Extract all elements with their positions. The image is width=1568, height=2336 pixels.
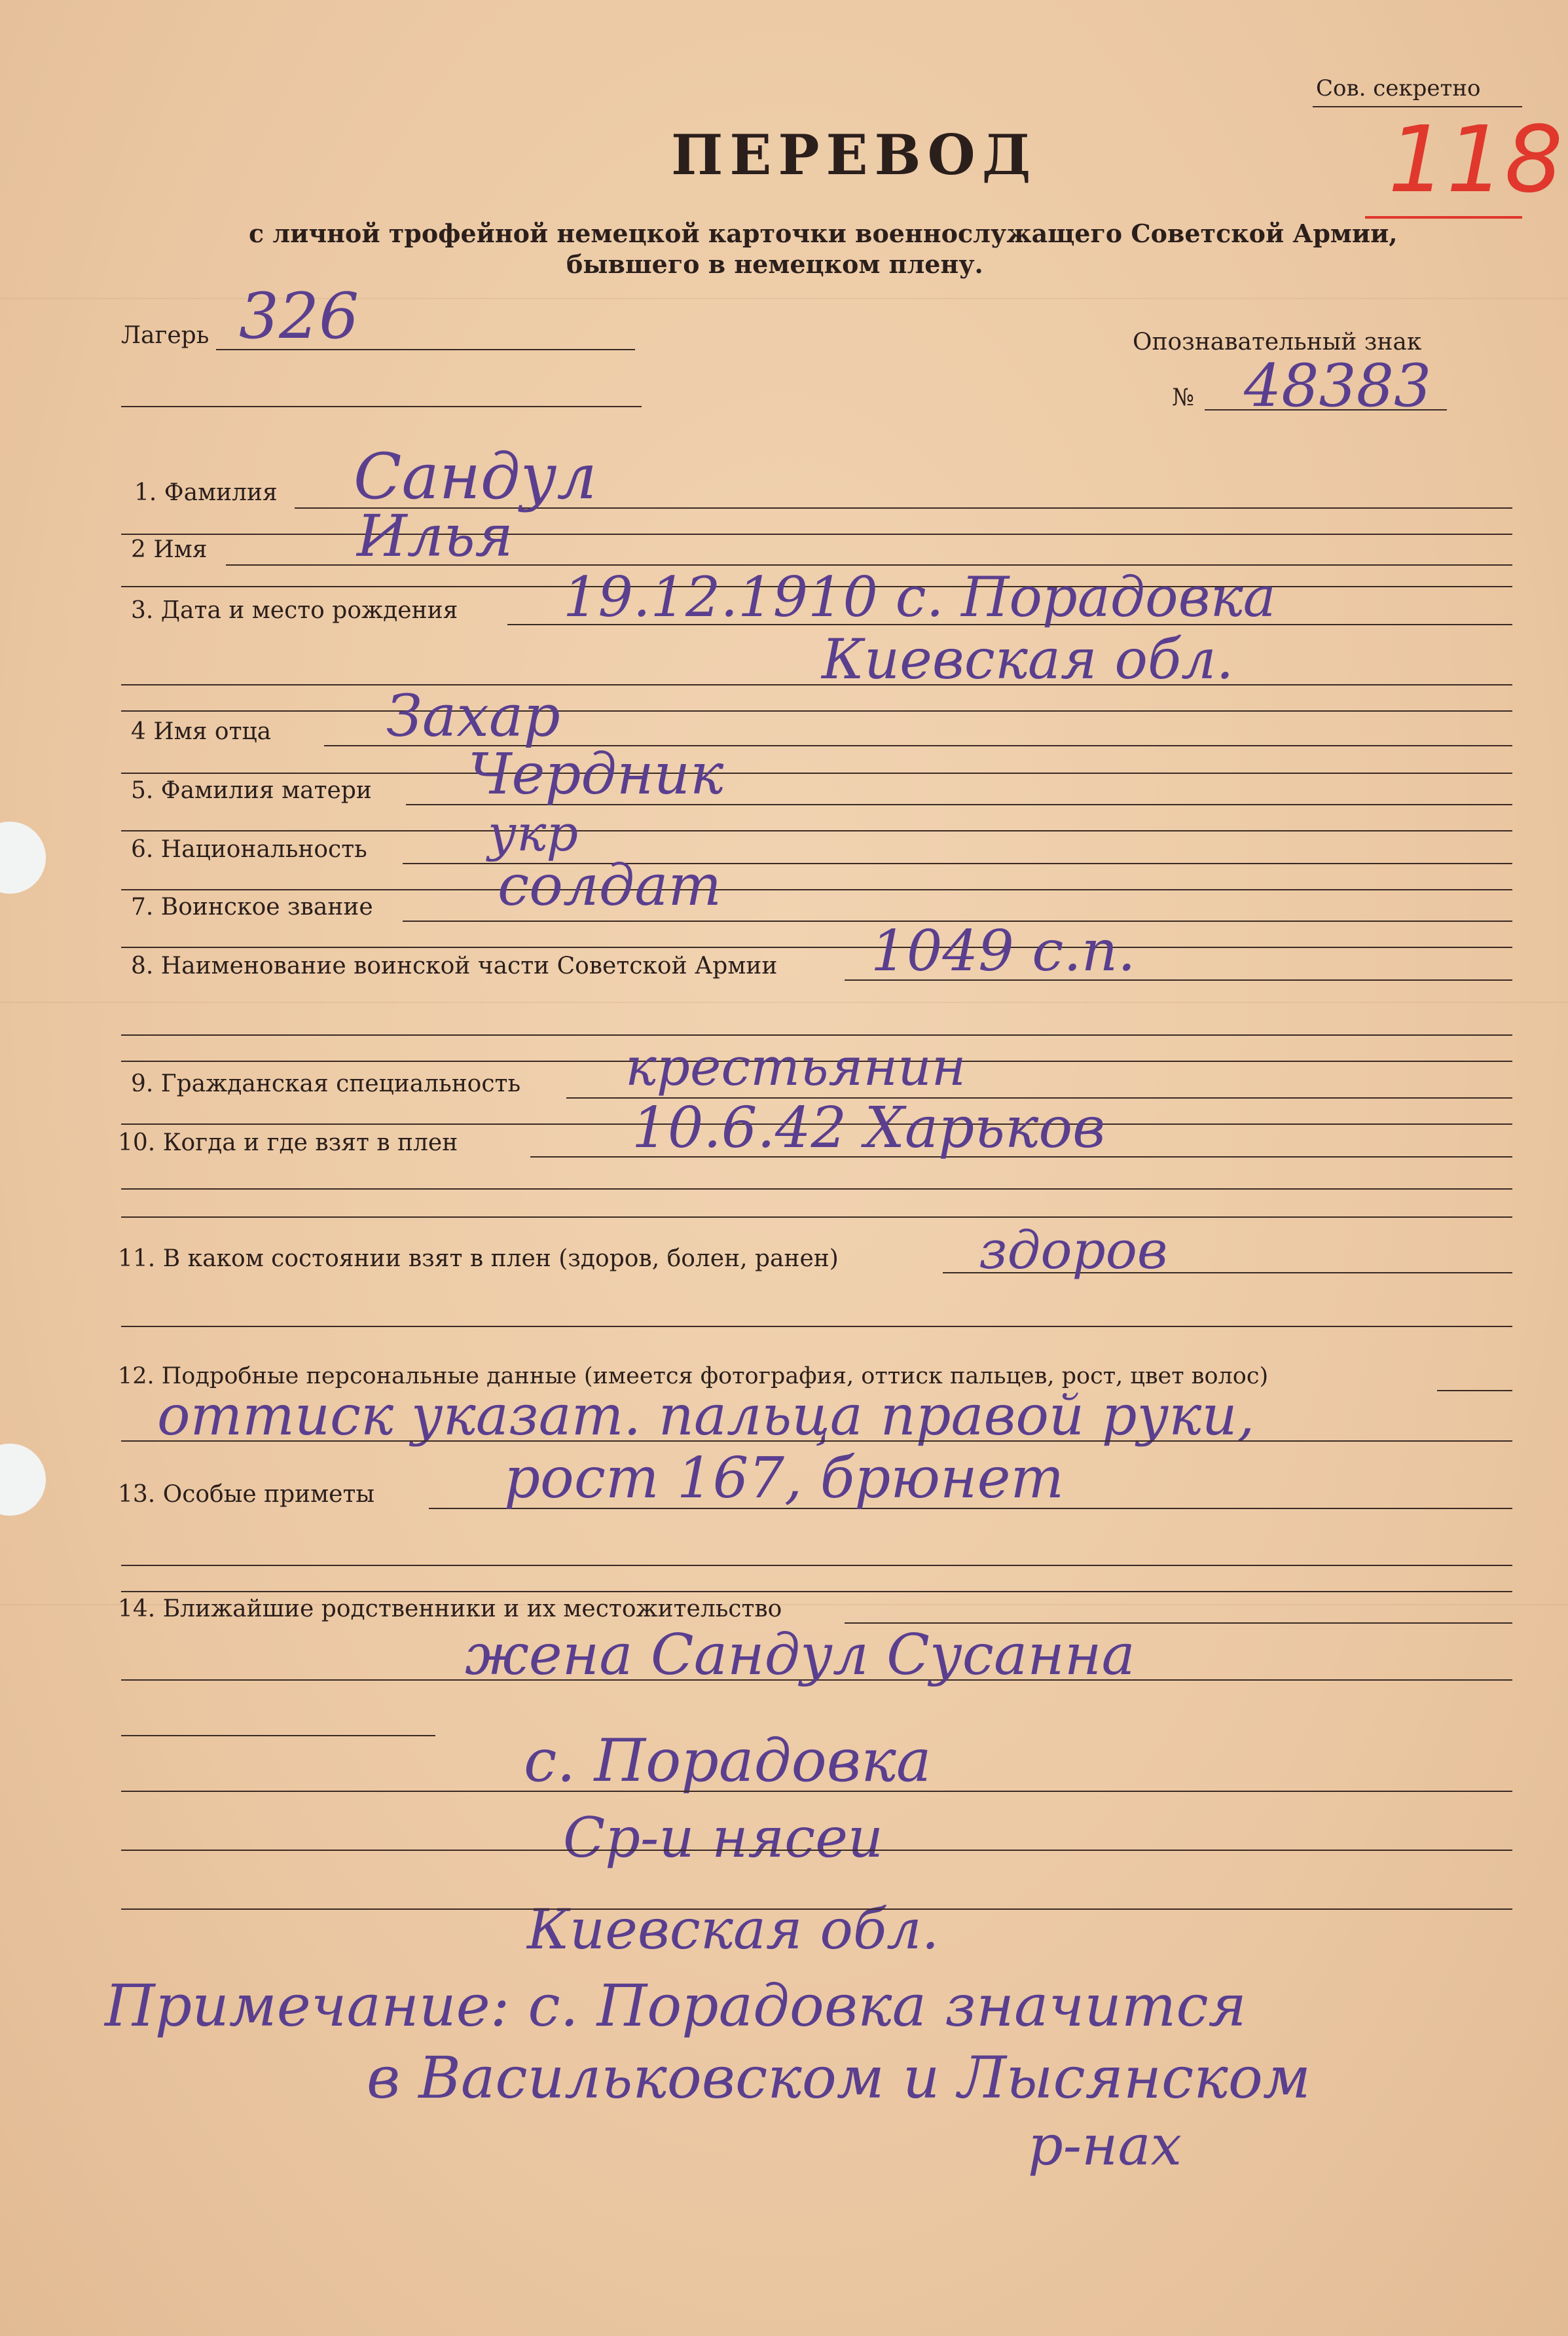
field-7-value: солдат bbox=[498, 853, 722, 919]
relatives-line-2: с. Порадовка bbox=[524, 1726, 932, 1795]
subtitle-line-2: бывшего в немецком плену. bbox=[566, 249, 983, 279]
field-9-value: крестьянин bbox=[625, 1036, 966, 1097]
page-title: ПЕРЕВОД bbox=[671, 122, 1038, 187]
field-9-label: 9. Гражданская специальность bbox=[131, 1070, 521, 1097]
note-line-2: в Васильковском и Лысянском bbox=[367, 2044, 1311, 2111]
tag-label: Опознавательный знак bbox=[1133, 329, 1422, 356]
relatives-line-3: Ср-и нясеи bbox=[563, 1806, 884, 1870]
field-1-value: Сандул bbox=[354, 440, 597, 513]
field-10-label: 10. Когда и где взят в плен bbox=[118, 1129, 458, 1156]
field-4-value: Захар bbox=[386, 682, 560, 750]
field-11-value: здоров bbox=[979, 1220, 1168, 1281]
tag-value: 48383 bbox=[1244, 352, 1432, 420]
field-13-label: 13. Особые приметы bbox=[118, 1481, 375, 1508]
field-3-value-2: Киевская обл. bbox=[822, 627, 1234, 691]
field-11-label: 11. В каком состоянии взят в плен (здоров, болен, ранен) bbox=[118, 1245, 839, 1272]
field-10-value: 10.6.42 Харьков bbox=[632, 1095, 1106, 1161]
field-3-label: 3. Дата и место рождения bbox=[131, 597, 458, 624]
note-line-1: Примечание: с. Порадовка значится bbox=[105, 1972, 1247, 2039]
relatives-line-4: Киевская обл. bbox=[527, 1897, 939, 1962]
copy-number: 118 bbox=[1388, 107, 1563, 213]
field-2-value: Илья bbox=[357, 502, 513, 570]
field-5-label: 5. Фамилия матери bbox=[131, 777, 372, 804]
field-7-label: 7. Воинское звание bbox=[131, 894, 373, 921]
field-12-value: оттиск указат. пальца правой руки, bbox=[157, 1383, 1255, 1448]
field-6-label: 6. Национальность bbox=[131, 836, 367, 863]
field-13-value: рост 167, брюнет bbox=[504, 1446, 1065, 1511]
field-2-label: 2 Имя bbox=[131, 536, 208, 563]
classification-stamp: Сов. секретно bbox=[1316, 75, 1481, 101]
field-3-value: 19.12.1910 с. Порадовка bbox=[563, 565, 1276, 629]
field-6-value: укр bbox=[488, 804, 579, 862]
punch-hole-bottom bbox=[0, 1444, 46, 1516]
field-1-label: 1. Фамилия bbox=[134, 479, 278, 506]
camp-label: Лагерь bbox=[121, 322, 210, 349]
camp-value: 326 bbox=[239, 280, 359, 353]
field-4-label: 4 Имя отца bbox=[131, 718, 272, 745]
note-line-3: р-нах bbox=[1028, 2113, 1182, 2178]
field-14-label: 14. Ближайшие родственники и их местожительство bbox=[118, 1596, 782, 1622]
field-5-value: Чердник bbox=[468, 742, 724, 807]
subtitle-line-1: с личной трофейной немецкой карточки военнослужащего Советской Армии, bbox=[249, 219, 1398, 248]
field-12-label: 12. Подробные персональные данные (имеется фотография, оттиск пальцев, рост, цвет волос) bbox=[118, 1363, 1269, 1389]
field-8-value: 1049 с.п. bbox=[871, 919, 1136, 984]
relatives-line-1: жена Сандул Сусанна bbox=[465, 1622, 1135, 1688]
tag-number-prefix: № bbox=[1172, 384, 1195, 411]
field-8-label: 8. Наименование воинской части Советской Армии bbox=[131, 953, 778, 979]
punch-hole-top bbox=[0, 822, 46, 894]
